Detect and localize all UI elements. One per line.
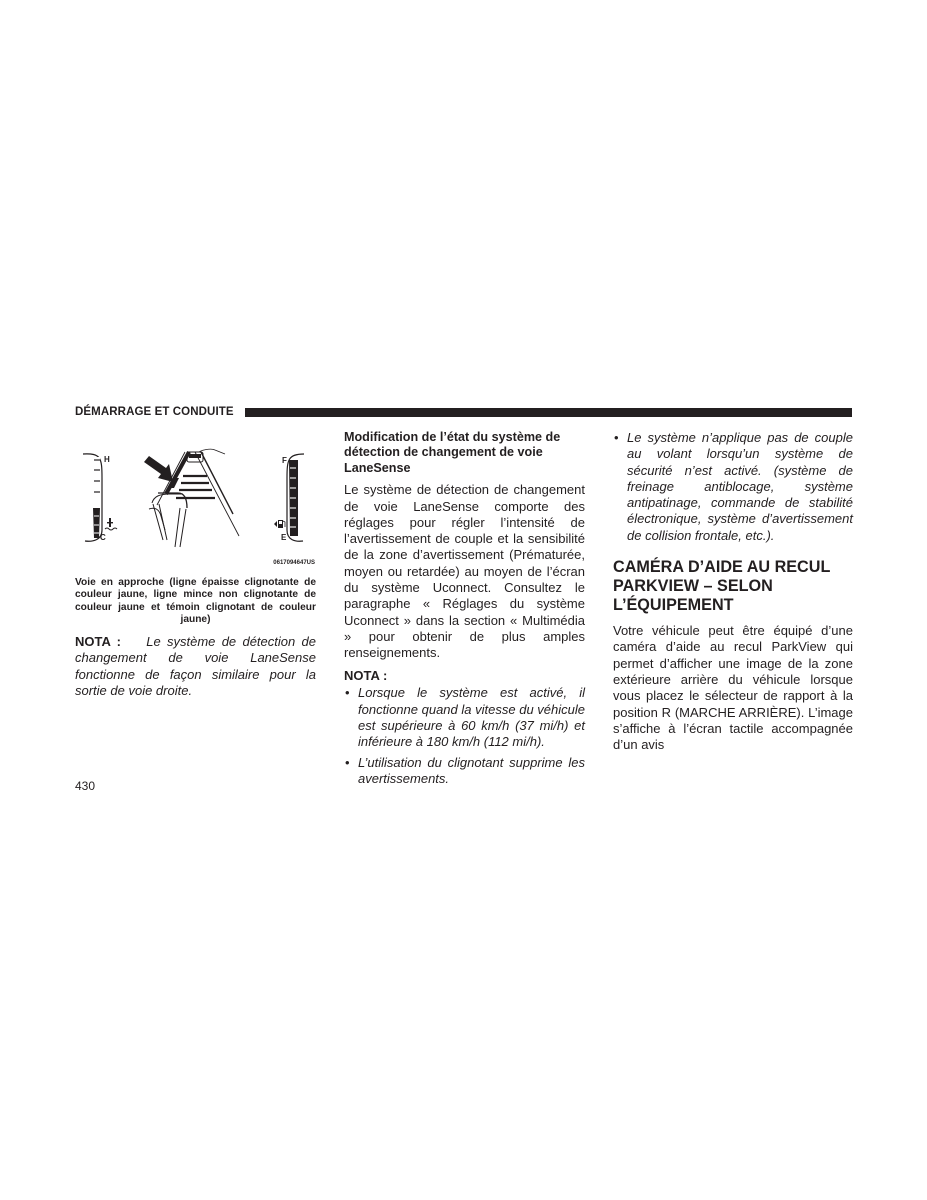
lanesense-illustration	[75, 430, 316, 574]
fuel-pump-icon	[274, 520, 285, 528]
nota-heading: NOTA :	[344, 668, 388, 684]
header-rule	[245, 408, 852, 417]
fuel-full-label: F	[282, 456, 287, 465]
nota-label: NOTA :	[75, 634, 122, 650]
temp-low-label: C	[100, 533, 106, 542]
fuel-empty-label: E	[281, 533, 287, 542]
section-header-label: DÉMARRAGE ET CONDUITE	[75, 406, 234, 418]
bullet-icon: •	[345, 754, 350, 770]
running-header	[75, 406, 852, 420]
subheading: Modification de l’état du système de détection de changement de voie LaneSense	[344, 430, 561, 475]
nota-note	[75, 634, 316, 699]
nota-text: Le système de détection de changement de voie LaneSense fonctionne de façon similaire pour la sortie de voie droite.	[75, 634, 316, 699]
column-left	[75, 430, 316, 699]
bullet-icon: •	[345, 685, 350, 701]
bullet-item	[344, 685, 585, 750]
warning-arrow-icon	[144, 456, 173, 482]
section-title: CAMÉRA D’AIDE AU RECUL PARKVIEW – SELON L’ÉQUIPEMENT	[613, 558, 831, 615]
coolant-icon	[105, 518, 117, 530]
column-right	[613, 430, 853, 753]
temperature-gauge	[83, 454, 117, 541]
bullet-item	[344, 755, 585, 788]
page-number: 430	[75, 779, 96, 793]
bullet-text: L’utilisation du clignotant supprime les avertissements.	[358, 754, 585, 786]
temp-high-label: H	[104, 455, 110, 464]
instrument-cluster-drawing	[75, 430, 316, 562]
body-paragraph: Votre véhicule peut être équipé d’une caméra d’aide au recul ParkView qui permet d’afficher une image de la zone extérieure arrière du véhicule lorsque vous placez le sélecteur de rapport à la position R (MARCHE ARRIÈRE). L’image s’affiche à l’écran tactile accompagnée d’un avis	[613, 623, 853, 753]
bullet-icon: •	[614, 430, 619, 445]
bullet-text: Le système n’applique pas de couple au volant lorsqu’un système de sécurité n’est activé. (système de freinage antiblocage, système antipatinage, commande de stabilité électronique, système d’avertissement de collision frontale, etc.).	[627, 430, 853, 543]
column-middle	[344, 430, 585, 791]
bullet-item	[613, 430, 853, 544]
nota-bullet-list	[344, 685, 585, 787]
body-paragraph: Le système de détection de changement de voie LaneSense comporte des réglages pour régler l’intensité de l’avertissement de couple et la sensibilité de la zone d’avertissement (Prématurée, moyen ou retardée) au moyen de l’écran du système Uconnect. Consultez le paragraphe « Réglages du système Uconnect » dans la section « Multimédia » pour obtenir de plus amples renseignements.	[344, 482, 585, 661]
figure-code: 0617094647US	[273, 560, 315, 566]
fuel-gauge	[274, 454, 304, 541]
bullet-text: Lorsque le système est activé, il fonctionne quand la vitesse du véhicule est supérieure à 60 km/h (37 mi/h) et inférieure à 180 km/h (112 mi/h).	[358, 685, 585, 750]
lane-scene	[149, 449, 239, 550]
figure-caption: Voie en approche (ligne épaisse clignotante de couleur jaune, ligne mince non clignotante de couleur jaune et témoin clignotant de couleur jaune)	[75, 577, 316, 625]
nota-bullet-list-continued	[613, 430, 853, 544]
